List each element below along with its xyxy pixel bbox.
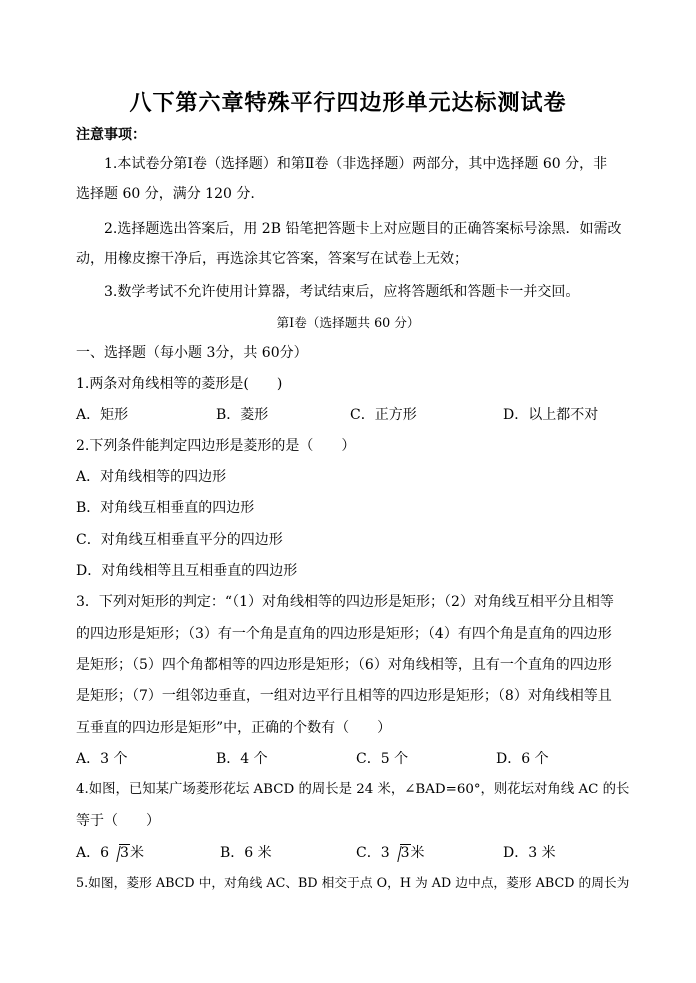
question-4-line-1: 4.如图，已知某广场菱形花坛 ABCD 的周长是 24 米，∠BAD=60°，则花坛对角线 AC 的长 xyxy=(76,782,630,797)
q1-option-a: A．矩形 xyxy=(76,407,129,423)
part-heading: 一、选择题（每小题 3分，共 60分） xyxy=(76,345,308,361)
q2-option-b: B．对角线互相垂直的四边形 xyxy=(76,500,255,516)
question-3-line-3: 是矩形；（5）四个角都相等的四边形是矩形；（6）对角线相等，且有一个直角的四边形 xyxy=(76,657,612,673)
note-1-line-1: 1.本试卷分第Ⅰ卷（选择题）和第Ⅱ卷（非选择题）两部分，其中选择题 60 分，非 xyxy=(104,156,608,172)
q1-option-d: D．以上都不对 xyxy=(503,407,599,423)
question-2-stem: 2.下列条件能判定四边形是菱形的是（ ） xyxy=(76,438,356,454)
sqrt-icon xyxy=(391,843,411,863)
q4-option-a-unit: 米 xyxy=(129,845,144,861)
volume-heading: 第Ⅰ卷（选择题共 60 分） xyxy=(276,315,420,330)
q2-option-a: A．对角线相等的四边形 xyxy=(76,469,227,485)
question-5-line-1: 5.如图，菱形 ABCD 中，对角线 AC、BD 相交于点 O，H 为 AD 边中点，菱形 ABCD 的周长为 xyxy=(76,876,630,891)
q3-option-d: D．6 个 xyxy=(496,751,549,767)
q4-option-a xyxy=(76,843,144,863)
sqrt-icon xyxy=(110,843,130,863)
q4-option-c-radicand: 3 xyxy=(400,845,410,861)
question-4-line-2: 等于（ ） xyxy=(76,813,160,829)
page-title: 八下第六章特殊平行四边形单元达标测试卷 xyxy=(129,90,567,116)
q4-option-a-radicand: 3 xyxy=(120,845,129,861)
q2-option-d: D．对角线相等且互相垂直的四边形 xyxy=(76,563,298,579)
question-3-line-1: 3．下列对矩形的判定：“（1）对角线相等的四边形是矩形；（2）对角线互相平分且相等 xyxy=(76,594,614,610)
question-3-line-2: 的四边形是矩形；（3）有一个角是直角的四边形是矩形；（4）有四个角是直角的四边形 xyxy=(76,626,612,642)
question-3-line-4: 是矩形；（7）一组邻边垂直，一组对边平行且相等的四边形是矩形；（8）对角线相等且 xyxy=(76,688,612,704)
q3-option-c: C．5 个 xyxy=(356,751,409,767)
q2-option-c: C．对角线互相垂直平分的四边形 xyxy=(76,532,283,548)
question-3-line-5: 互垂直的四边形是矩形”中，正确的个数有（ ） xyxy=(76,720,392,736)
notes-heading: 注意事项： xyxy=(76,127,146,143)
note-2-line-1: 2.选择题选出答案后，用 2B 铅笔把答题卡上对应题目的正确答案标号涂黑．如需改 xyxy=(104,221,622,237)
q4-option-b: B．6 米 xyxy=(220,845,272,861)
q3-option-b: B．4 个 xyxy=(216,751,268,767)
question-1-stem: 1.两条对角线相等的菱形是( ) xyxy=(76,376,283,392)
q3-option-a: A．3 个 xyxy=(76,751,128,767)
note-1-line-2: 选择题 60 分，满分 120 分. xyxy=(76,186,255,202)
q1-option-b: B．菱形 xyxy=(216,407,269,423)
q4-option-c xyxy=(356,843,425,863)
note-3: 3.数学考试不允许使用计算器，考试结束后，应将答题纸和答题卡一并交回。 xyxy=(104,284,580,300)
q4-option-c-unit: 米 xyxy=(410,845,425,861)
q1-option-c: C．正方形 xyxy=(350,407,417,423)
note-2-line-2: 动，用橡皮擦干净后，再选涂其它答案，答案写在试卷上无效； xyxy=(76,251,468,267)
q4-option-a-prefix: A．6 xyxy=(76,845,110,861)
q4-option-c-prefix: C．3 xyxy=(356,845,390,861)
q4-option-d: D．3 米 xyxy=(503,845,556,861)
